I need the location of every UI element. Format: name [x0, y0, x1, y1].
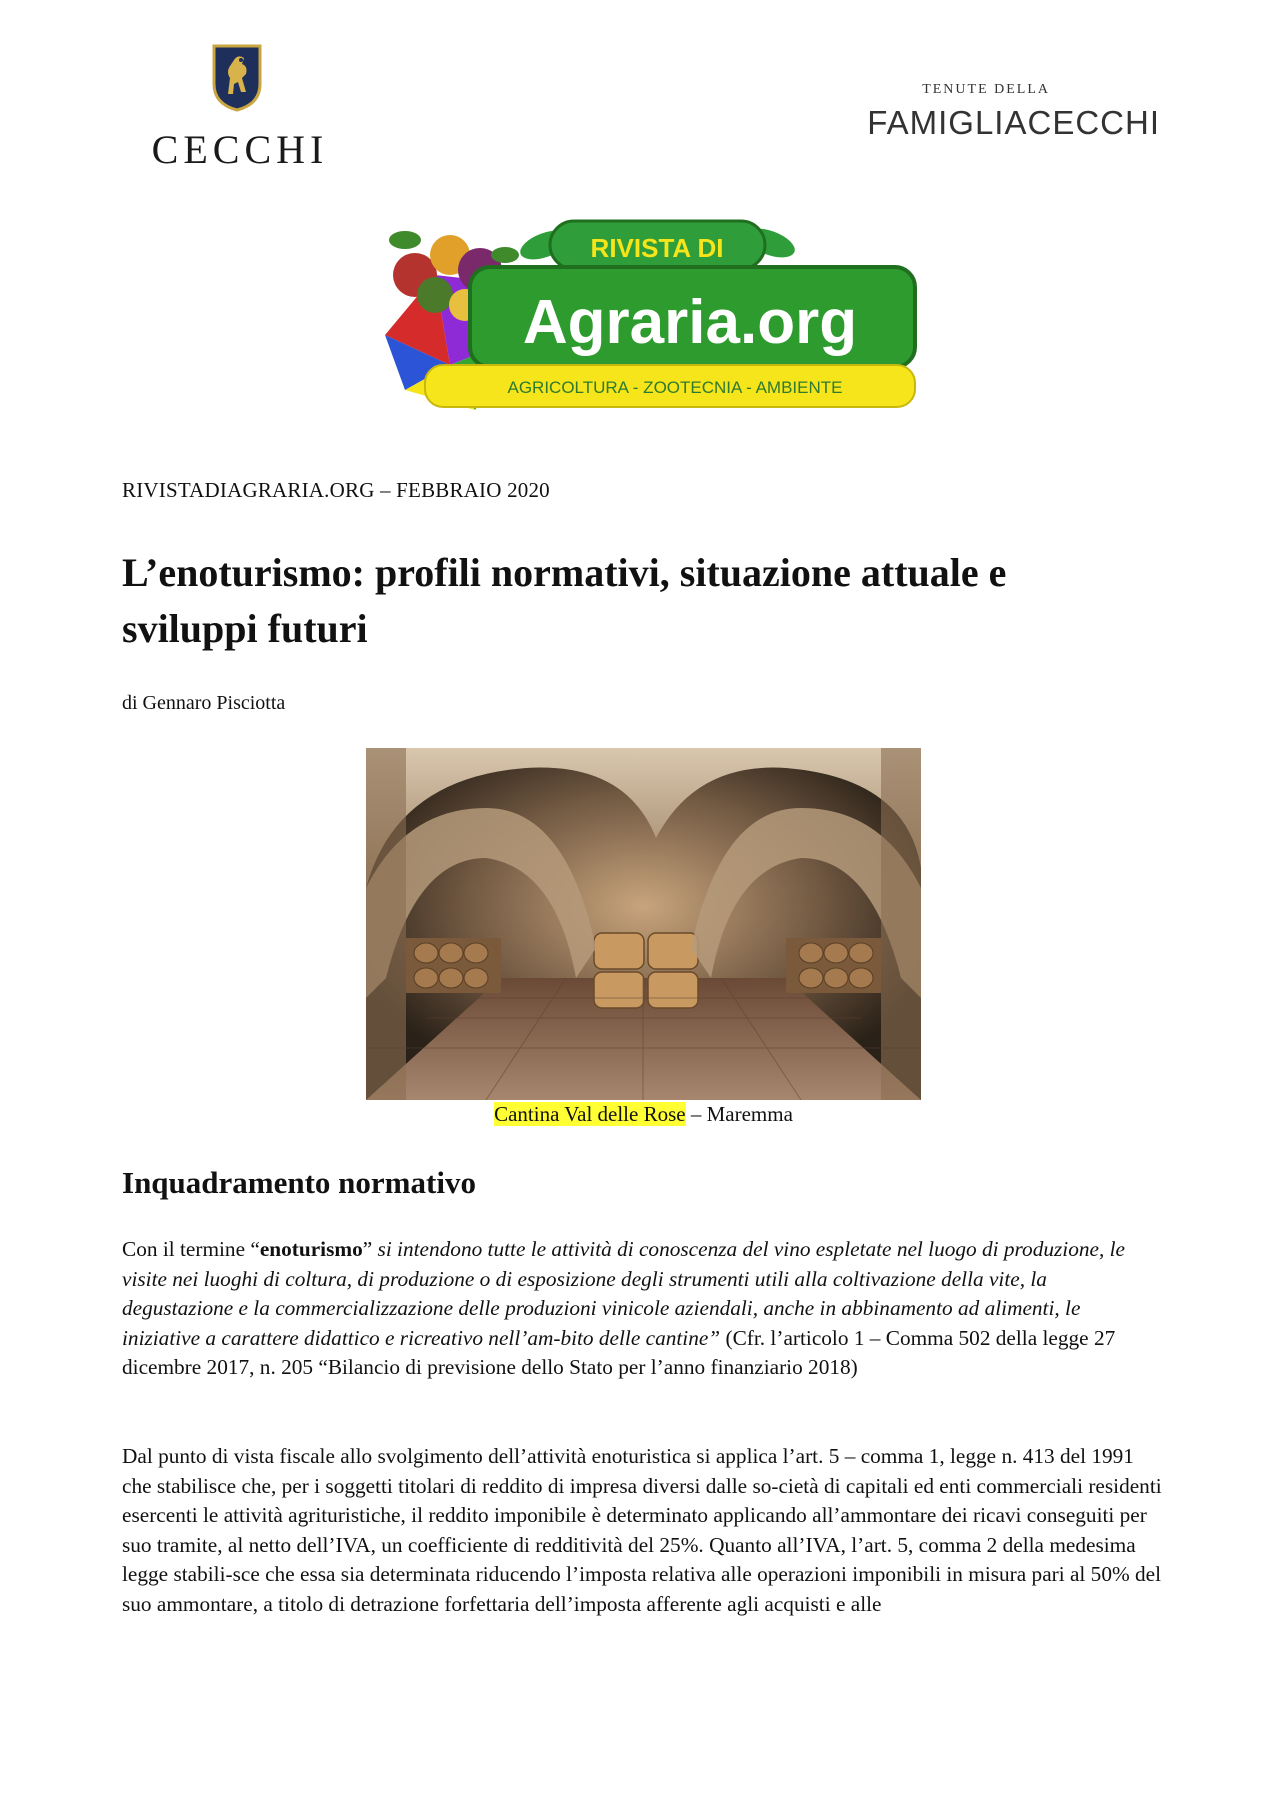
agraria-wordmark: Agraria.org [522, 288, 858, 357]
photo-caption [366, 1102, 921, 1127]
issue-line: RIVISTADIAGRARIA.ORG – FEBBRAIO 2020 [122, 478, 550, 502]
legal-quote: si intendono tutte le attività di conoscenza del vino espletate nel luogo di produzione, le visite nei luoghi di coltura, di produzione o di esposizione degli strumenti utili alla coltivazione della vite, la degustazione e la commercializzazione delle produzioni vinicole aziendali, anche in abbinamento ad alimenti, le iniziative a carattere didattico e ricreativo nell’am-bito delle cantine” [122, 1237, 1125, 1350]
term-enoturismo: enoturismo [259, 1237, 363, 1261]
agraria-logo [365, 215, 925, 415]
cecchi-wordmark: CECCHI [151, 127, 329, 172]
agraria-banner-text: RIVISTA DI [590, 233, 724, 263]
caption-highlight: Cantina Val delle Rose [494, 1102, 686, 1126]
caption-location: – Maremma [685, 1102, 793, 1126]
author-byline: di Gennaro Pisciotta [122, 692, 286, 714]
famiglia-cecchi-logo [820, 80, 1160, 150]
crest-icon [212, 44, 262, 112]
famiglia-logo-subtitle: TENUTE DELLA [922, 82, 1050, 97]
article-title: L’enoturismo: profili normativi, situazione attuale e sviluppi futuri [122, 550, 1007, 651]
cellar-photo [366, 748, 921, 1100]
section-heading: Inquadramento normativo [122, 1165, 476, 1200]
paragraph-fiscal: Dal punto di vista fiscale allo svolgimento dell’attività enoturistica si applica l’art. 5 – comma 1, legge n. 413 del 1991 che stabilisce che, per i soggetti titolari di reddito di impresa diversi dalle so-cietà di capitali ed enti commerciali residenti esercenti le attività agrituristiche, il reddito imponibile è determinato applicando all’ammontare dei ricavi conseguiti per suo tramite, al netto dell’IVA, un coefficiente di redditività del 25%. Quanto all’IVA, l’art. 5, comma 2 della medesima legge stabili-sce che essa sia determinata riducendo l’imposta relativa alle operazioni imponibili in misura pari al 50% del suo ammontare, a titolo di detrazione forfettaria dell’imposta afferente agli acquisti e alle [122, 1444, 1162, 1616]
famiglia-logo-wordmark: FAMIGLIACECCHI [867, 104, 1160, 141]
cecchi-logo [140, 44, 340, 174]
agraria-tagline: AGRICOLTURA - ZOOTECNIA - AMBIENTE [507, 378, 843, 397]
paragraph-definition: Con il termine “enoturismo” si intendono tutte le attività di conoscenza del vino espletate nel luogo di produzione, le visite nei luoghi di coltura, di produzione o di esposizione degli strumenti utili alla coltivazione della vite, la degustazione e la commercializzazione delle produzioni vinicole aziendali, anche in abbinamento ad alimenti, le iniziative a carattere didattico e ricreativo nell’am-bito delle cantine” (Cfr. l’articolo 1 – Comma 502 della legge 27 dicembre 2017, n. 205 “Bilancio di previsione dello Stato per l’anno finanziario 2018) [122, 1237, 1125, 1379]
